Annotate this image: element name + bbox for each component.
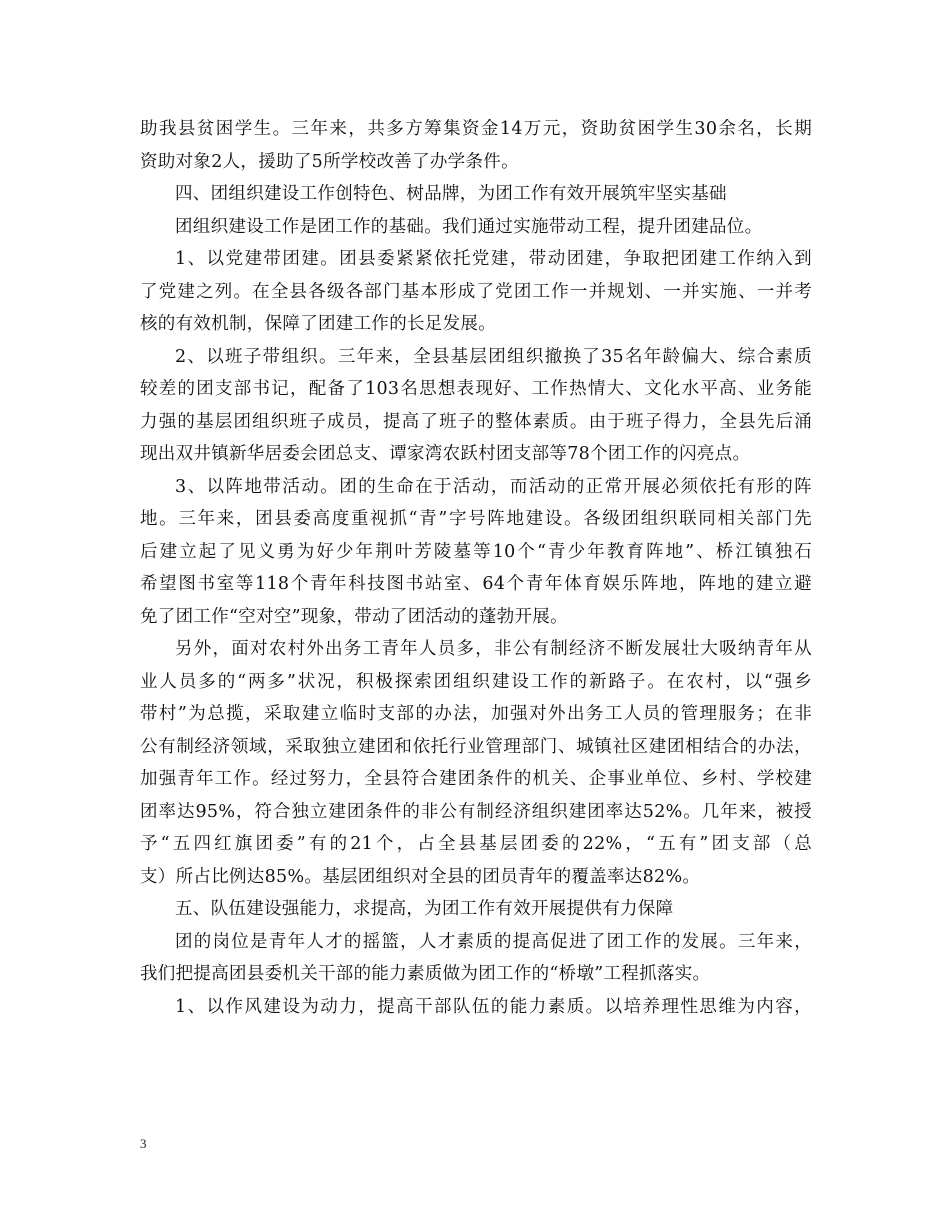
text-line: 助我县贫困学生。三年来，共多方筹集资金14万元，资助贫困学生30余名，长期 [140,119,812,139]
text-line: 地。三年来，团县委高度重视抓“青”字号阵地建设。各级团组织联同相关部门先 [140,509,812,529]
text-line: 力强的基层团组织班子成员，提高了班子的整体素质。由于班子得力，全县先后涌 [140,411,812,432]
text-line: 资助对象2人，援助了5所学校改善了办学条件。 [140,151,519,172]
text-line: 予“五四红旗团委”有的21个，占全县基层团委的22%，“五有”团支部（总 [140,834,812,854]
page-number: 3 [140,1136,147,1151]
text-line: 1、以党建带团建。团县委紧紧依托党建，带动团建，争取把团建工作纳入到 [175,249,812,269]
text-line: 现出双井镇新华居委会团总支、谭家湾农跃村团支部等78个团工作的闪亮点。 [140,444,751,464]
text-line: 较差的团支部书记，配备了103名思想表现好、工作热情大、文化水平高、业务能 [140,379,812,399]
text-line: 加强青年工作。经过努力，全县符合建团条件的机关、企事业单位、乡村、学校建 [140,769,812,789]
text-line: 业人员多的“两多”状况，积极探索团组织建设工作的新路子。在农村，以“强乡 [140,671,812,692]
text-line: 公有制经济领域，采取独立建团和依托行业管理部门、城镇社区建团相结合的办法， [140,736,812,757]
text-line: 2、以班子带组织。三年来，全县基层团组织撤换了35名年龄偏大、综合素质 [175,346,812,367]
text-line: 四、团组织建设工作创特色、树品牌，为团工作有效开展筑牢坚实基础 [175,184,727,204]
text-line: 1、以作风建设为动力，提高干部队伍的能力素质。以培养理性思维为内容， [175,996,812,1017]
text-line: 团率达95%，符合独立建团条件的非公有制经济组织建团率达52%。几年来，被授 [140,801,812,822]
text-line: 希望图书室等118个青年科技图书站室、64个青年体育娱乐阵地，阵地的建立避 [140,574,812,594]
document-body [140,113,812,1023]
text-line: 了党建之列。在全县各级各部门基本形成了党团工作一并规划、一并实施、一并考 [140,281,812,302]
text-line: 核的有效机制，保障了团建工作的长足发展。 [140,314,496,334]
text-line: 团组织建设工作是团工作的基础。我们通过实施带动工程，提升团建品位。 [175,216,763,237]
text-line: 带村”为总揽，采取建立临时支部的办法，加强对外出务工人员的管理服务；在非 [140,704,812,724]
text-line: 后建立起了见义勇为好少年荆叶芳陵墓等10个“青少年教育阵地”、桥江镇独石 [140,541,812,562]
text-line: 团的岗位是青年人才的摇篮，人才素质的提高促进了团工作的发展。三年来， [175,931,812,952]
text-line: 免了团工作“空对空”现象，带动了团活动的蓬勃开展。 [140,606,568,627]
text-line: 五、队伍建设强能力，求提高，为团工作有效开展提供有力保障 [175,899,674,919]
text-line: 我们把提高团县委机关干部的能力素质做为团工作的“桥墩”工程抓落实。 [140,964,711,984]
text-line: 支）所占比例达85%。基层团组织对全县的团员青年的覆盖率达82%。 [140,866,701,887]
text-line: 3、以阵地带活动。团的生命在于活动，而活动的正常开展必须依托有形的阵 [175,476,812,497]
text-line: 另外，面对农村外出务工青年人员多，非公有制经济不断发展壮大吸纳青年从 [175,639,812,659]
